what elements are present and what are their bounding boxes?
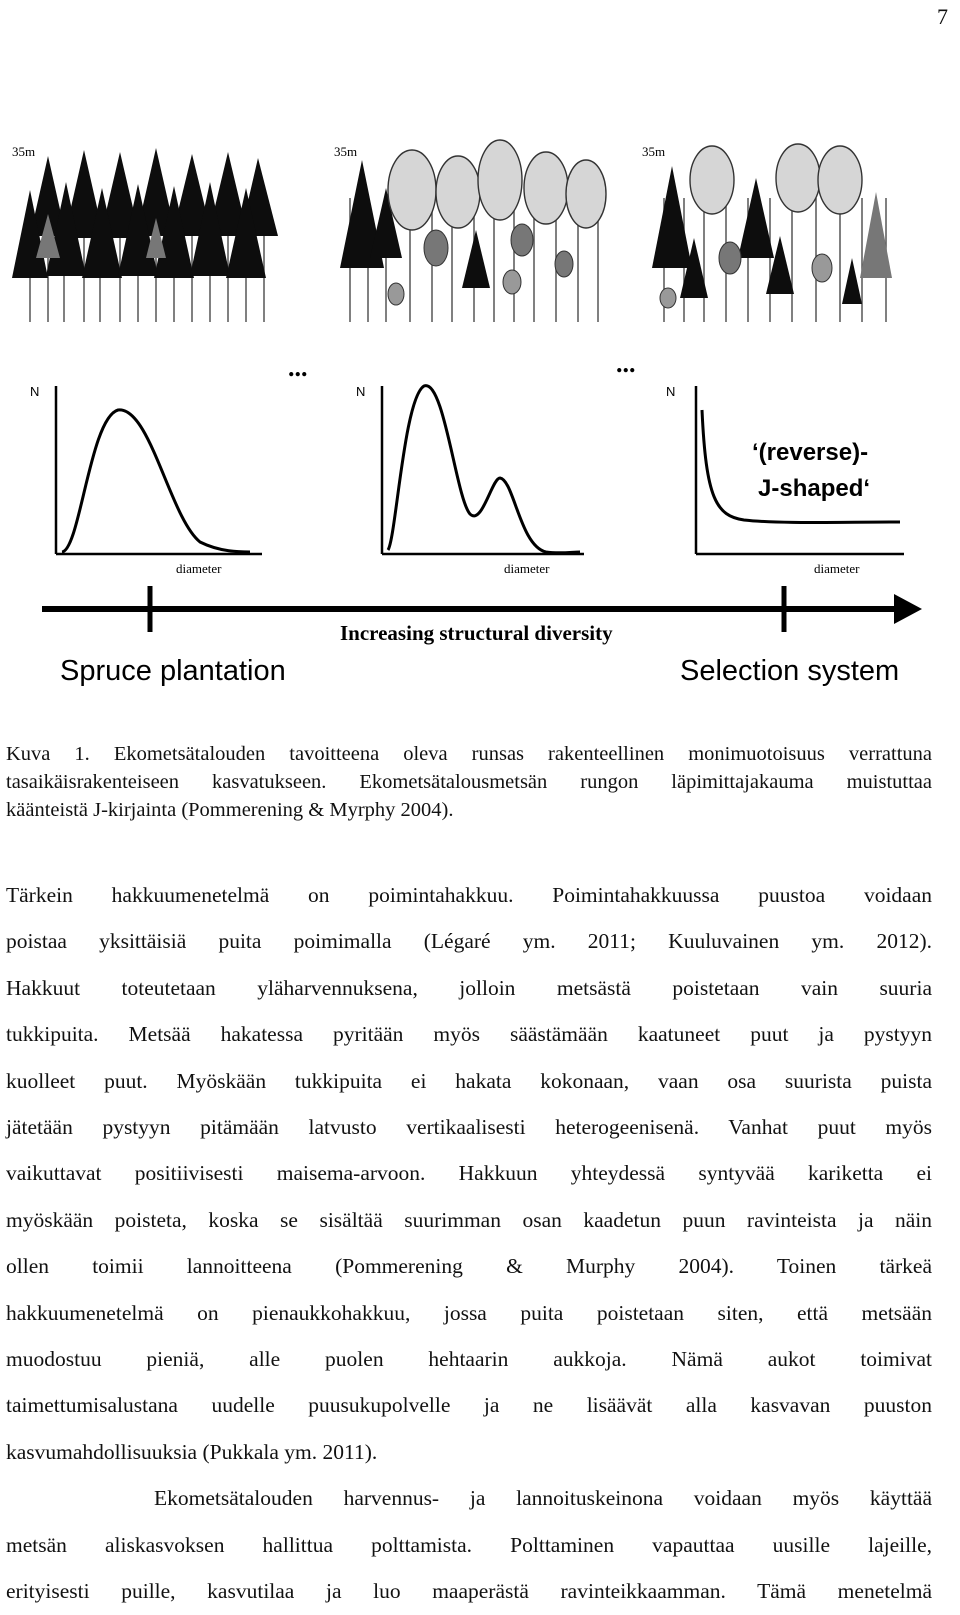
panel-spruce-trees (12, 148, 278, 322)
n-label-1: N (30, 384, 40, 399)
text-line: taimettumisalustana uudelle puusukupolvelle ja ne lisäävät alla kasvavan puuston (6, 1393, 932, 1418)
page-number: 7 (937, 4, 948, 29)
text-line: tukkipuita. Metsää hakatessa pyritään myös säästämään kaatuneet puut ja pystyyn (6, 1022, 932, 1047)
figure-caption (6, 740, 932, 824)
height-label-3: 35m (642, 144, 666, 159)
text-line: Ekometsätalouden harvennus- ja lannoituskeinona voidaan myös käyttää (154, 1486, 932, 1511)
height-label-2: 35m (334, 144, 358, 159)
paragraph-2 (6, 1475, 932, 1614)
text-line: ollen toimii lannoitteena (Pommerening & Murphy 2004). Toinen tärkeä (6, 1254, 932, 1279)
n-label-3: N (666, 384, 676, 399)
distribution-plot-3 (666, 384, 904, 576)
ellipsis-2: ... (616, 349, 636, 378)
distribution-plot-2 (356, 384, 584, 576)
caption-line: tasaikäisrakenteiseen kasvatukseen. Ekometsätalousmetsän rungon läpimittajakauma muistuttaa (6, 771, 932, 793)
text-line: metsän aliskasvoksen hallittua polttamista. Polttaminen vapauttaa uusille lajeille, (6, 1532, 932, 1557)
distribution-plot-1 (30, 384, 262, 576)
n-label-2: N (356, 384, 366, 399)
text-line: myöskään poisteta, koska se sisältää suurimman osan kaadetun puun ravinteista ja näin (6, 1207, 932, 1232)
text-line: poistaa yksittäisiä puita poimimalla (Légaré ym. 2011; Kuuluvainen ym. 2012). (6, 929, 932, 954)
forest-structure-figure (0, 118, 960, 718)
text-line: erityisesti puille, kasvutilaa ja luo maaperästä ravinteikkaamman. Tämä menetelmä (6, 1579, 932, 1604)
text-line: muodostuu pieniä, alle puolen hehtaarin aukkoja. Nämä aukot toimivat (6, 1347, 932, 1372)
panel-selection-trees (652, 144, 892, 322)
arrow-label: Increasing structural diversity (340, 621, 613, 645)
body-text (6, 872, 932, 1615)
text-line: Hakkuut toteutetaan yläharvennuksena, jolloin metsästä poistetaan vain suuria (6, 975, 932, 1000)
text-line: Tärkein hakkuumenetelmä on poimintahakkuu. Poimintahakkuussa puustoa voidaan (6, 883, 932, 907)
height-label-1: 35m (12, 144, 36, 159)
caption-line: Kuva 1. Ekometsätalouden tavoitteena oleva runsas rakenteellinen monimuotoisuus verrattuna (6, 743, 932, 765)
text-line: kuolleet puut. Myöskään tukkipuita ei hakata kokonaan, vaan osa suurista puista (6, 1068, 932, 1093)
reverse-j-label-line2: J-shaped‘ (758, 475, 871, 502)
diameter-label-1: diameter (176, 561, 222, 576)
selection-system-label: Selection system (680, 655, 900, 687)
text-line: jätetään pystyyn pitämään latvusto vertikaalisesti heterogeenisenä. Vanhat puut myös (6, 1115, 932, 1140)
diameter-label-2: diameter (504, 561, 550, 576)
text-line: hakkuumenetelmä on pienaukkohakkuu, jossa puita poistetaan siten, että metsään (6, 1300, 932, 1325)
ellipsis-1: ... (288, 353, 308, 382)
reverse-j-label-line1: ‘(reverse)- (752, 439, 869, 466)
text-line: kasvumahdollisuuksia (Pukkala ym. 2011). (6, 1439, 378, 1464)
diameter-label-3: diameter (814, 561, 860, 576)
spruce-plantation-label: Spruce plantation (60, 655, 286, 687)
caption-line: käänteistä J-kirjainta (Pommerening & Myrphy 2004). (6, 799, 454, 821)
text-line: vaikuttavat positiivisesti maisema-arvoon. Hakkuun yhteydessä syntyvää kariketta ei (6, 1161, 932, 1186)
panel-mixed-trees (340, 140, 606, 322)
paragraph-1 (6, 872, 932, 1475)
